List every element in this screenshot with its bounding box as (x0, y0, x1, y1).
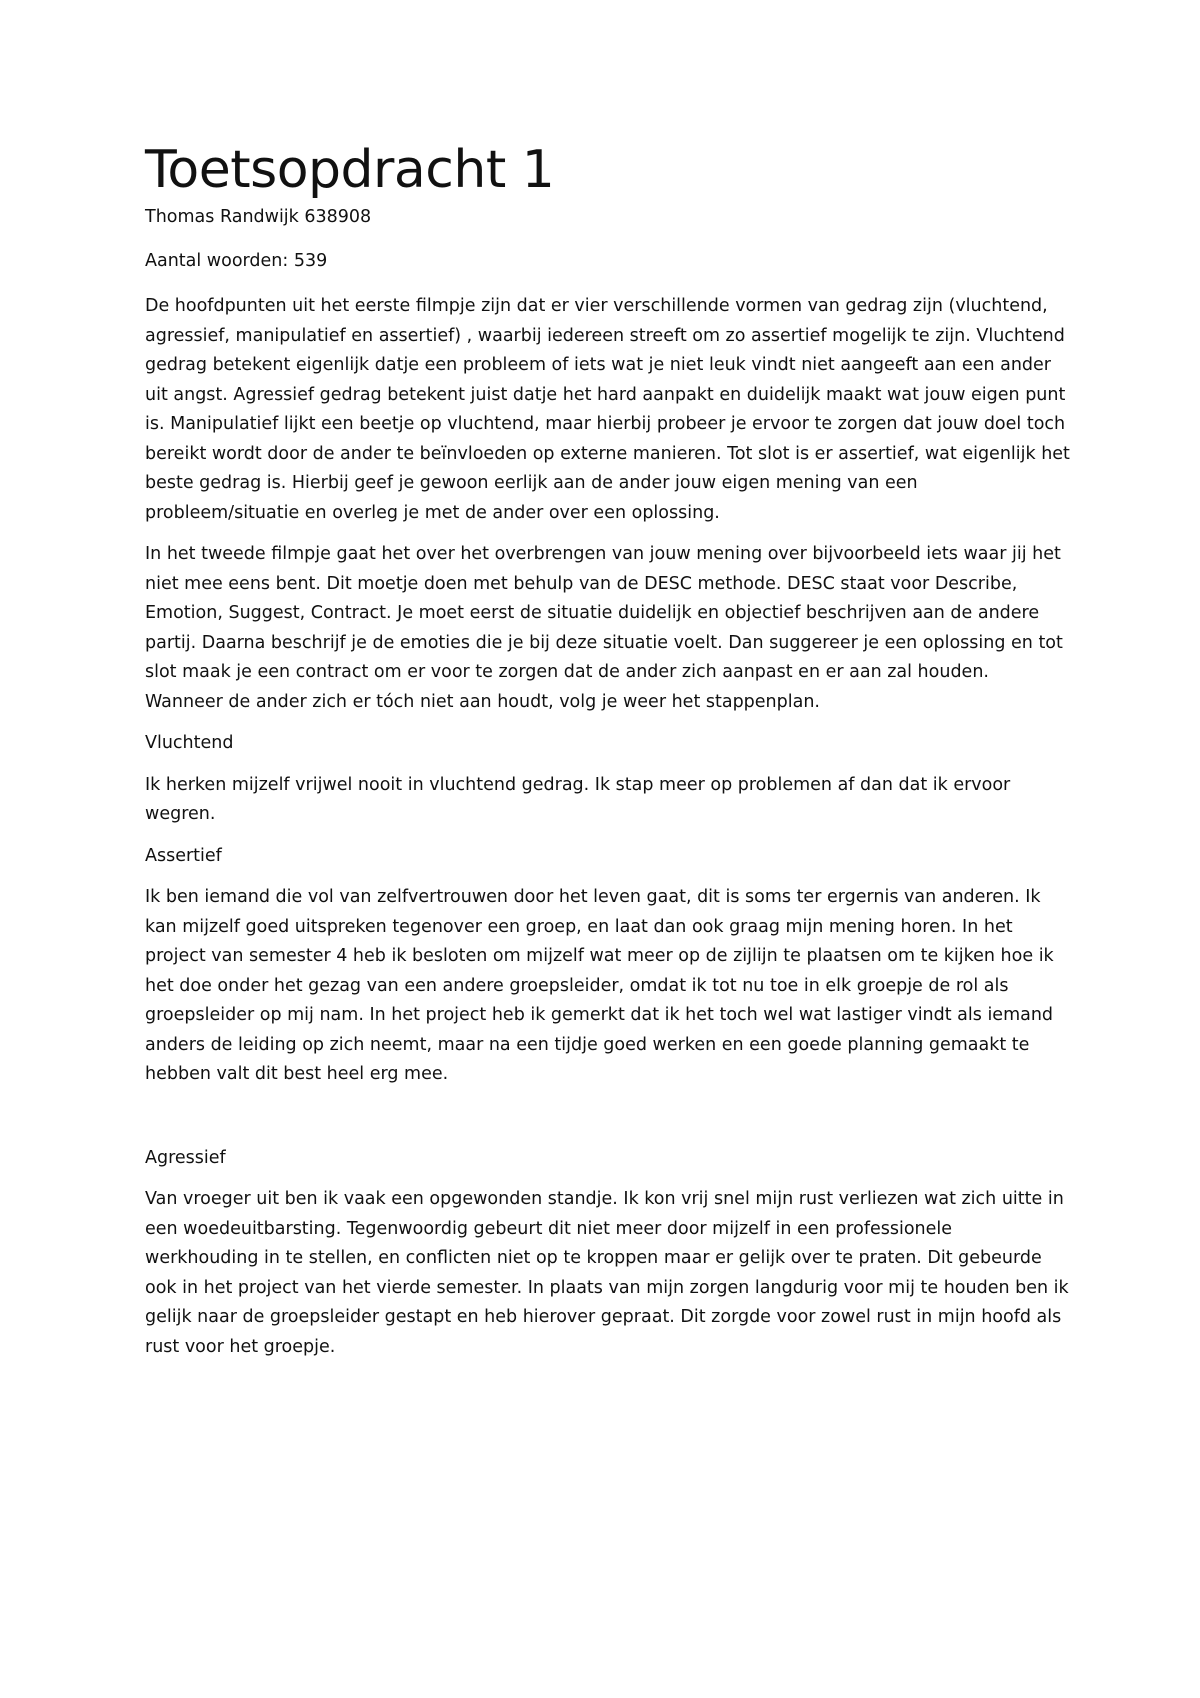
blank-line (145, 1102, 1070, 1144)
author-line: Thomas Randwijk 638908 (145, 207, 372, 227)
heading-vluchtend: Vluchtend (145, 733, 234, 753)
document-title: Toetsopdracht 1 (145, 140, 555, 200)
paragraph-vluchtend: Ik herken mijzelf vrijwel nooit in vluchtend gedrag. Ik stap meer op problemen af dan dat ik ervoor wegren. (145, 774, 1011, 824)
word-count-line: Aantal woorden: 539 (145, 251, 328, 271)
heading-agressief: Agressief (145, 1147, 226, 1168)
paragraph-second-video: In het tweede filmpje gaat het over het overbrengen van jouw mening over bijvoorbeeld iets waar jij het niet mee eens bent. Dit moetje doen met behulp van de DESC methode. DESC staat voor Describe, Emotion, Suggest, Contract. Je moet eerst de situatie duidelijk en objectief beschrijven aan de andere partij. Daarna beschrijf je de emoties die je bij deze situatie voelt. Dan suggereer je een oplossing en tot slot maak je een contract om er voor te zorgen dat de ander zich aanpast en er aan zal houden. Wanneer de ander zich er tóch niet aan houdt, volg je weer het stappenplan. (145, 544, 1063, 712)
heading-assertief: Assertief (145, 845, 222, 866)
document-page (145, 140, 1070, 1374)
paragraph-assertief: Ik ben iemand die vol van zelfvertrouwen door het leven gaat, dit is soms ter ergernis van anderen. Ik kan mijzelf goed uitspreken tegenover een groep, en laat dan ook graag mijn mening horen. In het project van semester 4 heb ik besloten om mijzelf wat meer op de zijlijn te plaatsen om te kijken hoe ik het doe onder het gezag van een andere groepsleider, omdat ik tot nu toe in elk groepje de rol als groepsleider op mij nam. In het project heb ik gemerkt dat ik het toch wel wat lastiger vindt als iemand anders de leiding op zich neemt, maar na een tijdje goed werken en een goede planning gemaakt te hebben valt dit best heel erg mee. (145, 887, 1054, 1084)
paragraph-agressief: Van vroeger uit ben ik vaak een opgewonden standje. Ik kon vrij snel mijn rust verliezen wat zich uitte in een woedeuitbarsting. Tegenwoordig gebeurt dit niet meer door mijzelf in een professionele werkhouding in te stellen, en conflicten niet op te kroppen maar er gelijk over te praten. Dit gebeurde ook in het project van het vierde semester. In plaats van mijn zorgen langdurig voor mij te houden ben ik gelijk naar de groepsleider gestapt en heb hierover gepraat. Dit zorgde voor zowel rust in mijn hoofd als rust voor het groepje. (145, 1189, 1069, 1357)
paragraph-first-video: De hoofdpunten uit het eerste filmpje zijn dat er vier verschillende vormen van gedrag zijn (vluchtend, agressief, manipulatief en assertief) , waarbij iedereen streeft om zo assertief mogelijk te zijn. Vluchtend gedrag betekent eigenlijk datje een probleem of iets wat je niet leuk vindt niet aangeeft aan een ander uit angst. Agressief gedrag betekent juist datje het hard aanpakt en duidelijk maakt wat jouw eigen punt is. Manipulatief lijkt een beetje op vluchtend, maar hierbij probeer je ervoor te zorgen dat jouw doel toch bereikt wordt door de ander te beïnvloeden op externe manieren. Tot slot is er assertief, wat eigenlijk het beste gedrag is. Hierbij geef je gewoon eerlijk aan de ander jouw eigen mening van een probleem/situatie en overleg je met de ander over een oplossing. (145, 296, 1070, 523)
